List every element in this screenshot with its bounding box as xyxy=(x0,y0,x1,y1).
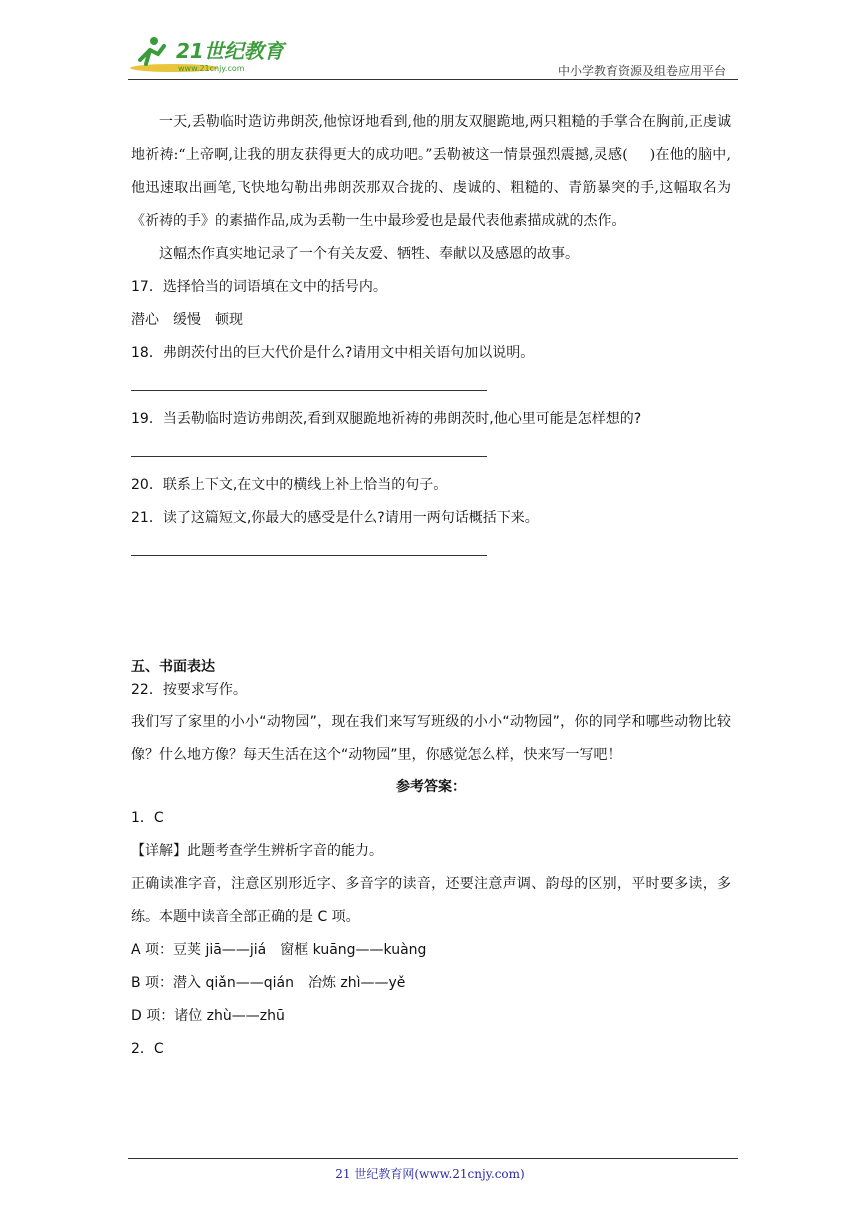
question-17: 17．选择恰当的词语填在文中的括号内。 xyxy=(131,279,387,295)
answer-line-18 xyxy=(131,370,731,403)
answer-1-option-d: D 项：诸位 zhù——zhū xyxy=(131,1008,285,1024)
answer-1-detail: 【详解】此题考查学生辨析字音的能力。 xyxy=(131,843,383,859)
header-divider xyxy=(128,79,738,80)
question-21: 21．读了这篇短文,你最大的感受是什么?请用一两句话概括下来。 xyxy=(131,510,539,526)
answer-line-21 xyxy=(131,535,731,568)
answer-1-explanation: 正确读准字音，注意区别形近字、多音字的读音，还要注意声调、韵母的区别，平时要多读，多练。本题中读音全部正确的是 C 项。 xyxy=(131,876,731,925)
footer-divider xyxy=(128,1158,738,1159)
passage-paragraph-1 xyxy=(131,106,731,238)
passage-paragraph-2: 这幅杰作真实地记录了一个有关友爱、牺牲、奉献以及感恩的故事。 xyxy=(159,246,579,262)
question-22: 22．按要求写作。 xyxy=(131,682,247,698)
question-18: 18．弗朗茨付出的巨大代价是什么?请用文中相关语句加以说明。 xyxy=(131,345,535,361)
question-17-options: 潜心 缓慢 顿现 xyxy=(131,312,243,328)
passage-text-b: )在他的脑中,他迅速取出画笔,飞快地勾勒出弗朗茨那双合拢的、虔诚的、粗糙的、青筋暴突的手,这幅取名为《祈祷的手》的素描作品,成为丢勒一生中最珍爱也是最代表他素描成就的杰作。 xyxy=(131,147,731,229)
question-19: 19．当丢勒临时造访弗朗茨,看到双腿跪地祈祷的弗朗茨时,他心里可能是怎样想的? xyxy=(131,411,642,427)
logo-url: www.21cnjy.com xyxy=(178,64,245,73)
answer-line-19 xyxy=(131,436,731,469)
passage-text-a: 一天,丢勒临时造访弗朗茨,他惊讶地看到,他的朋友双腿跪地,两只粗糙的手掌合在胸前,正虔诚地祈祷:“上帝啊,让我的朋友获得更大的成功吧。”丢勒被这一情景强烈震撼,灵感( xyxy=(131,114,731,163)
logo-title: 21世纪教育 xyxy=(176,39,284,63)
answer-1: 1．C xyxy=(131,810,164,826)
header-slogan: 中小学教育资源及组卷应用平台 xyxy=(557,64,726,78)
writing-prompt: 我们写了家里的小小“动物园”，现在我们来写写班级的小小“动物园”，你的同学和哪些动物比较像？什么地方像？每天生活在这个“动物园”里，你感觉怎么样，快来写一写吧！ xyxy=(131,714,731,763)
answer-1-option-b: B 项：潜入 qiǎn——qián 冶炼 zhì——yě xyxy=(131,975,406,991)
answers-title: 参考答案： xyxy=(396,779,466,795)
spacer xyxy=(131,568,731,656)
answer-2: 2．C xyxy=(131,1041,164,1057)
question-20: 20．联系上下文,在文中的横线上补上恰当的句子。 xyxy=(131,477,448,493)
page-footer: 21 世纪教育网(www.21cnjy.com) xyxy=(335,1167,525,1181)
section-5-title: 五、书面表达 xyxy=(131,659,215,675)
document-body xyxy=(131,106,731,1066)
page-header xyxy=(128,30,738,80)
answer-1-option-a: A 项：豆荚 jiā——jiá 窗框 kuāng——kuàng xyxy=(131,942,427,958)
logo-21cnjy xyxy=(128,34,298,74)
